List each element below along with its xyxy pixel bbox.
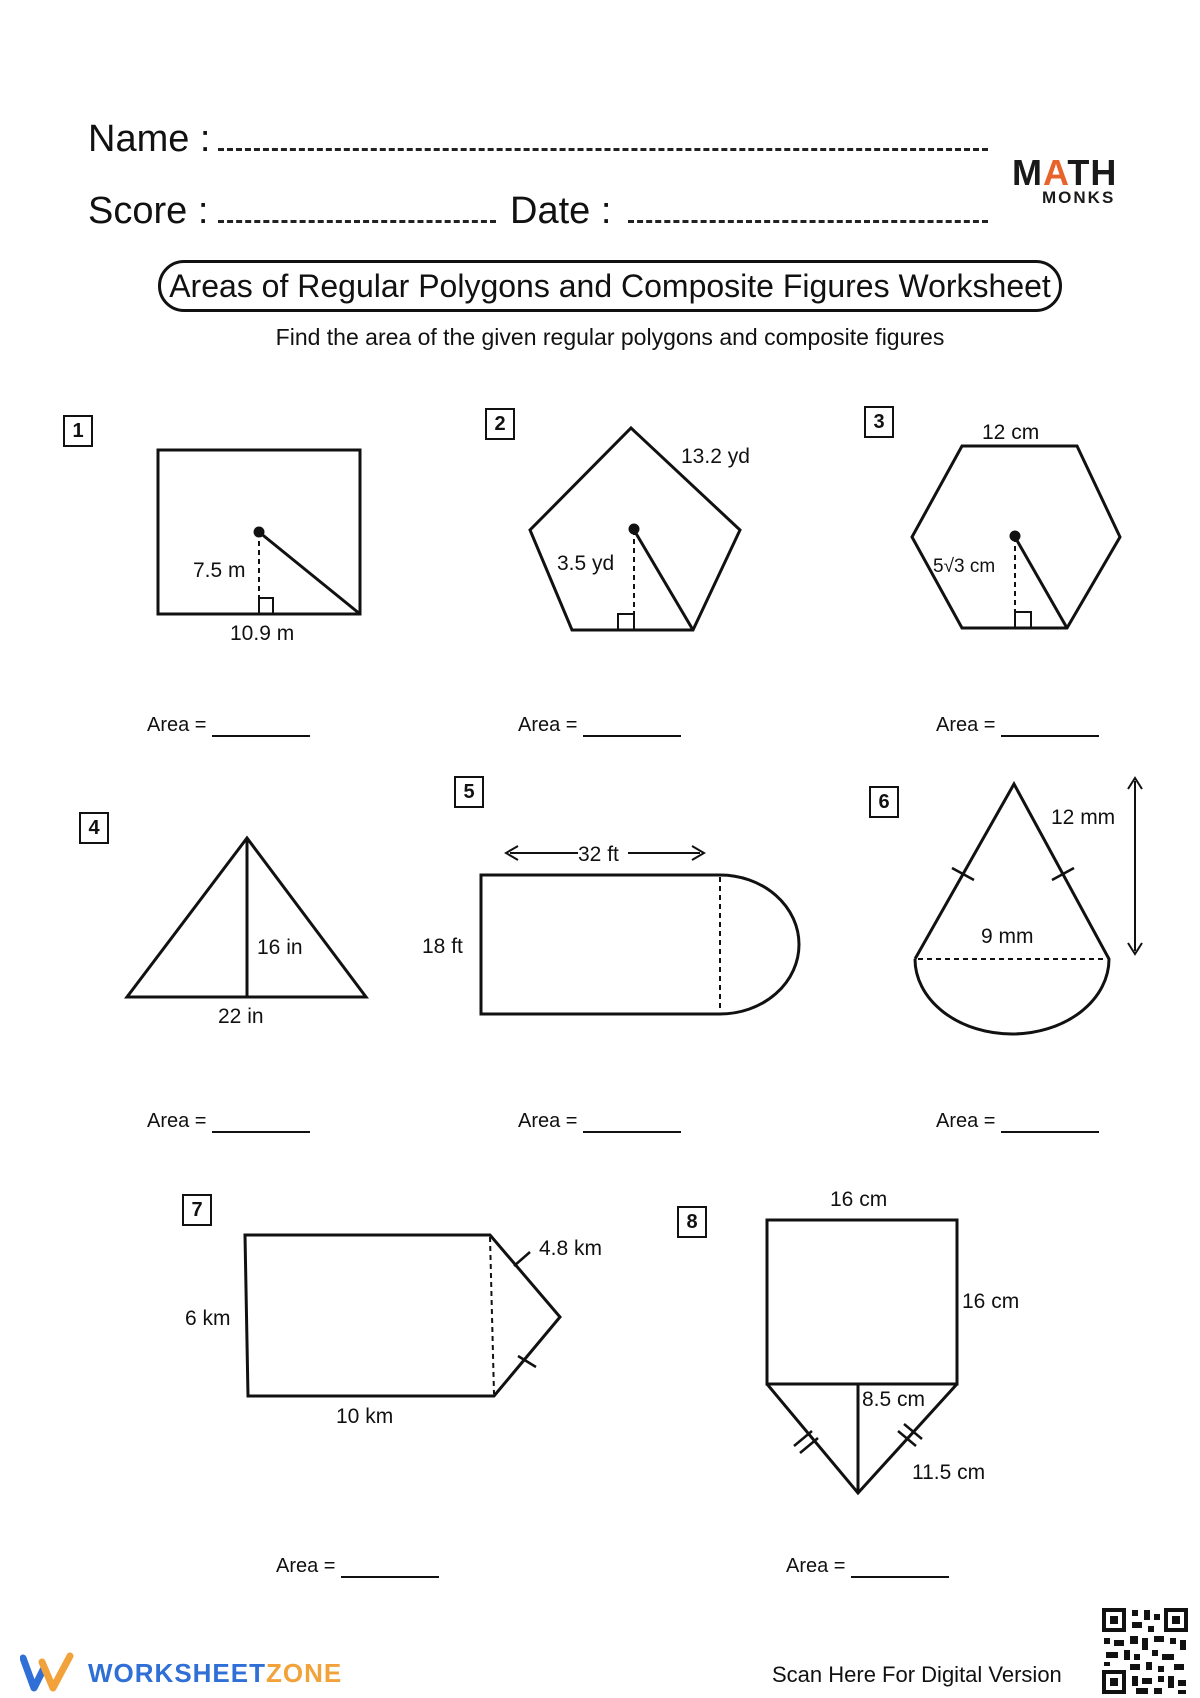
problem-4-figure (127, 838, 366, 997)
problem-8-triangle-height-label: 8.5 cm (862, 1388, 926, 1411)
problem-7-number: 7 (182, 1194, 212, 1226)
problem-7-tick-top (514, 1252, 530, 1266)
problem-2-right-angle (618, 614, 634, 630)
problem-1-right-angle (259, 598, 273, 614)
problem-6-number: 6 (869, 786, 899, 818)
problem-2-radius (634, 530, 693, 630)
answer-blank[interactable] (583, 717, 681, 737)
problem-6-height-label: 12 mm (1051, 806, 1116, 829)
problem-2-center-point (630, 525, 638, 533)
logo-accent-letter: A (1043, 152, 1068, 193)
problem-5-length-label: 32 ft (578, 843, 619, 866)
problem-1-number: 1 (63, 415, 93, 447)
problem-6-diameter-label: 9 mm (981, 925, 1034, 948)
answer-blank[interactable] (583, 1113, 681, 1133)
problem-6-answer[interactable] (936, 1110, 1099, 1133)
problem-3-right-angle (1015, 612, 1031, 628)
problem-1-base-label: 10.9 m (230, 622, 295, 645)
problem-2-number: 2 (485, 408, 515, 440)
problem-3-answer[interactable] (936, 714, 1099, 737)
area-label: Area = (936, 714, 996, 736)
worksheet-title: Areas of Regular Polygons and Composite Figures Worksheet (158, 260, 1062, 312)
problem-3-center-point (1011, 532, 1019, 540)
problem-8-number: 8 (677, 1206, 707, 1238)
answer-blank[interactable] (1001, 717, 1099, 737)
problem-5-answer[interactable] (518, 1110, 681, 1133)
area-label: Area = (276, 1555, 336, 1577)
problem-8-figure (767, 1220, 957, 1493)
problem-4-answer[interactable] (147, 1110, 310, 1133)
problem-3-apothem-label: 5√3 cm (933, 556, 996, 577)
problem-8-top-label: 16 cm (830, 1188, 888, 1211)
problem-1-figure (158, 450, 360, 614)
problem-1-center-point (255, 528, 263, 536)
problem-7-height-label: 6 km (185, 1307, 231, 1330)
area-label: Area = (936, 1110, 996, 1132)
problem-5-width-label: 18 ft (422, 935, 463, 958)
date-label: Date : (510, 190, 612, 232)
score-label: Score : (88, 190, 209, 232)
problem-3-radius (1015, 537, 1067, 628)
problem-8-slant-label: 11.5 cm (912, 1461, 986, 1484)
scan-instructions: Scan Here For Digital Version (772, 1662, 1062, 1687)
qr-code-icon[interactable] (1100, 1606, 1190, 1696)
problem-7-base-label: 10 km (336, 1405, 394, 1428)
problem-5-figure (481, 846, 799, 1014)
problem-2-side-label: 13.2 yd (681, 445, 750, 468)
problem-7-outline (245, 1235, 560, 1396)
problem-3-side-label: 12 cm (982, 421, 1040, 444)
logo-letters-th: TH (1067, 152, 1118, 193)
problem-4-number: 4 (79, 812, 109, 844)
problem-7-figure (245, 1235, 560, 1396)
problem-7-divider (490, 1237, 494, 1394)
logo-letter-m: M (1012, 152, 1043, 193)
logo-subtitle: MONKS (1042, 188, 1116, 207)
problem-1-height-label: 7.5 m (193, 559, 246, 582)
problem-5-number: 5 (454, 776, 484, 808)
problem-1-radius (259, 532, 360, 614)
problem-6-tick-left (952, 868, 974, 880)
problem-4-height-label: 16 in (257, 936, 303, 959)
area-label: Area = (786, 1555, 846, 1577)
instructions: Find the area of the given regular polygons and composite figures (275, 324, 945, 350)
problem-8-right-label: 16 cm (962, 1290, 1020, 1313)
area-label: Area = (147, 1110, 207, 1132)
answer-blank[interactable] (212, 717, 310, 737)
worksheetzone-brand[interactable] (20, 1652, 342, 1694)
problem-7-side-label: 4.8 km (539, 1237, 603, 1260)
problem-4-base-label: 22 in (218, 1005, 264, 1028)
problem-2-answer[interactable] (518, 714, 681, 737)
answer-blank[interactable] (1001, 1113, 1099, 1133)
problem-8-answer[interactable] (786, 1555, 949, 1578)
brand-name-part2: ZONE (266, 1657, 343, 1688)
problem-3-number: 3 (864, 406, 894, 438)
name-label: Name : (88, 118, 211, 160)
problem-6-tick-right (1052, 868, 1074, 880)
problem-1-answer[interactable] (147, 714, 310, 737)
problem-7-answer[interactable] (276, 1555, 439, 1578)
area-label: Area = (518, 1110, 578, 1132)
answer-blank[interactable] (341, 1558, 439, 1578)
brand-name-part1: WORKSHEET (88, 1657, 266, 1688)
area-label: Area = (518, 714, 578, 736)
worksheetzone-logo-icon (20, 1652, 78, 1694)
answer-blank[interactable] (851, 1558, 949, 1578)
problem-8-square (767, 1220, 957, 1384)
problem-2-apothem-label: 3.5 yd (557, 552, 615, 575)
problem-3-figure (912, 446, 1120, 628)
problem-5-outline (481, 875, 799, 1014)
area-label: Area = (147, 714, 207, 736)
answer-blank[interactable] (212, 1113, 310, 1133)
